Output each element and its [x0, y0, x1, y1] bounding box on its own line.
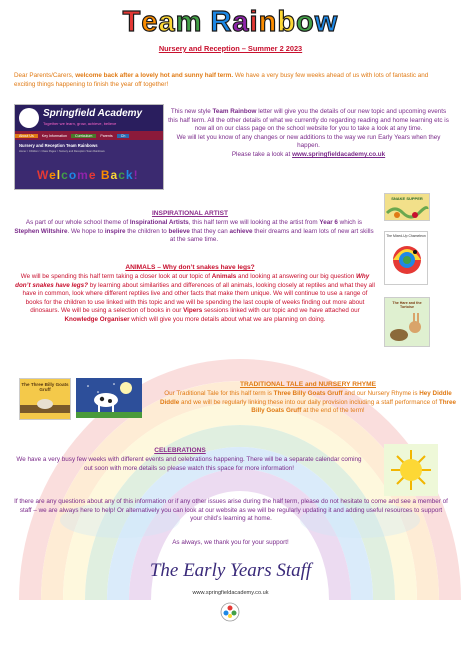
bold-text: achieve [229, 227, 253, 235]
inspirational-artist-text [14, 219, 374, 245]
note-bold: Team Rainbow [212, 108, 257, 115]
website-school-name: Springfield Academy [43, 108, 143, 119]
intro-text-2: We have a very busy few weeks ahead of us with lots of fantastic and exciting things happening to finish the year off together! [14, 72, 429, 88]
book-title: The Mixed-Up Chameleon [386, 234, 426, 238]
bold-text: Knowledge Organiser [64, 315, 130, 323]
title-letter: i [249, 6, 259, 38]
bold-text: Inspirational Artists [129, 219, 189, 226]
text: sessions linked with our topic and we have attached our [202, 307, 360, 315]
text: Our Traditional Tale for this half term is [164, 390, 274, 397]
title-letter: e [49, 168, 57, 182]
text: the children to [125, 227, 169, 235]
book-title: SNAKE SUPPER [391, 196, 423, 201]
snake-supper-book-image [384, 193, 430, 221]
nav-item: Key Information [41, 133, 67, 138]
title-letter: a [110, 168, 119, 182]
text: As part of our whole school theme of [25, 219, 130, 226]
sun-image [384, 444, 438, 496]
text: which will give you more details about what we are planning on doing. [129, 315, 326, 323]
title-letter: o [68, 168, 78, 182]
animals-text [14, 273, 376, 325]
hey-diddle-diddle-image [76, 378, 142, 418]
bold-text: Hey Diddle Diddle [160, 390, 452, 406]
text: , this half term we will looking at the artist from [188, 219, 320, 226]
snake-icon [385, 201, 429, 219]
school-logo-icon [19, 108, 39, 128]
three-billy-goats-gruff-image [19, 378, 71, 420]
book-title: The Hare and the Tortoise [392, 301, 422, 309]
title-letter: W [37, 168, 50, 182]
bold-text: believe [168, 227, 190, 235]
title-letter: ! [133, 168, 139, 182]
text: . We hope to [67, 227, 105, 235]
celebrations-heading: CELEBRATIONS [154, 447, 206, 454]
nav-item: Ch [117, 134, 130, 138]
goat-icon [20, 393, 70, 413]
bold-text: Year 6 [319, 219, 338, 226]
title-letter: m [175, 6, 203, 38]
website-note-p1 [166, 108, 451, 134]
traditional-tale-heading: TRADITIONAL TALE and NURSERY RHYME [239, 381, 377, 388]
book-title: The Three Billy Goats Gruff [21, 382, 69, 393]
website-header [15, 105, 163, 131]
title-letter: m [77, 168, 89, 182]
title-letter: T [122, 6, 142, 38]
intro-paragraph [14, 72, 448, 89]
title-letter: n [258, 6, 278, 38]
text: and looking at answering our big question [236, 273, 356, 280]
title-letter: k [125, 168, 134, 182]
text: and our Nursery Rhyme is [342, 390, 420, 397]
hare-and-tortoise-book-image [384, 297, 430, 347]
title-letter: e [88, 168, 97, 182]
note-text: Please take a look at [231, 150, 293, 158]
inspirational-artist-heading: INSPIRATIONAL ARTIST [151, 210, 229, 217]
title-letter: c [118, 168, 126, 182]
footer-url: www.springfieldacademy.co.uk [192, 590, 269, 596]
website-page-heading: Nursery and Reception Team Rainbows [19, 143, 98, 148]
animals-heading: ANIMALS – Why don’t snakes have legs? [125, 264, 255, 271]
website-note-p2: We will let you know of any changes or new additions to the way we run Early Years when they happen. [176, 133, 441, 150]
bold-text: Stephen Wiltshire [14, 227, 68, 235]
title-letter: c [61, 168, 69, 182]
welcome-back-banner [37, 168, 139, 182]
website-note [166, 108, 451, 160]
title-letter: o [296, 6, 315, 38]
text: by learning about similarities and differences of all animals, looking closely at reptiles and what they all have in common, look where different reptiles live and other facts that make them unique. We will continue to use a range of books for the children to use linked with this topic and we will be spending the last couple of weeks finding out more about dinosaurs. We will be using a selection of books in our [22, 281, 375, 315]
page-subtitle: Nursery and Reception – Summer 2 2023 [158, 44, 303, 53]
school-website-image [14, 104, 164, 190]
website-nav [15, 131, 163, 140]
website-link[interactable]: www.springfieldacademy.co.uk [292, 150, 386, 158]
title-letter: e [141, 6, 159, 38]
intro-bold-text: welcome back after a lovely hot and sunny half term. [75, 72, 234, 79]
bold-text: Animals [211, 273, 237, 280]
text: at the end of the term! [301, 407, 365, 415]
intro-text: Dear Parents/Carers, [14, 72, 76, 79]
closing-paragraph: If there are any questions about any of this information or if any other issues arise during the half term, please do not hesitate to come and see a member of staff – we are always here to help! Or alternatively you can look at our website as we will be regularly updating it and adding useful resources to support your child’s learning at home. [14, 498, 448, 523]
note-text: letter will give you the details of our new topic and upcoming events this half term. All the other details of what we currently do regarding reading and home learning etc is now all on our class page on the school website for you to take a look at any time. [168, 108, 449, 133]
hare-tortoise-icon [385, 309, 429, 347]
mixed-up-chameleon-book-image [384, 231, 428, 285]
thanks-text: As always, we thank you for your support! [172, 539, 289, 546]
title-letter: a [158, 6, 176, 38]
bold-text: Three Billy Goats Gruff [251, 398, 457, 415]
traditional-tale-text [160, 390, 456, 416]
website-note-p3 [166, 151, 451, 160]
text: their dreams and learn lots of new art skills at the same time. [169, 227, 374, 244]
title-letter: l [56, 168, 62, 182]
bold-text: Vipers [183, 307, 203, 315]
nav-item: Curriculum [71, 134, 96, 138]
celebrations-text: We have a very busy few weeks with different events and celebrations happening. There will be a separate calendar coming out soon with more details so please watch this space for more information! [16, 456, 362, 472]
title-letter: R [210, 6, 233, 38]
school-crest-icon [220, 601, 240, 623]
text: which is [337, 219, 363, 226]
bold-text: Why don’t snakes have legs? [15, 273, 370, 289]
website-breadcrumb: Home > Children > Class Pages > Nursery and Reception Team Rainbows [19, 150, 105, 153]
text: We will be spending this half term taking a closer look at our topic of [20, 273, 212, 280]
nav-item: About Us [15, 134, 38, 138]
text: that they can [189, 227, 230, 235]
text: and we will be regularly linking these into our daily provision including a staff performance of [179, 398, 439, 406]
title-letter: w [314, 6, 339, 38]
nav-item: Parents [100, 133, 113, 138]
page-title [0, 6, 461, 39]
bold-text: Three Billy Goats Gruff [273, 390, 343, 397]
bold-text: inspire [104, 227, 126, 235]
title-letter: B [100, 168, 111, 182]
title-letter: b [277, 6, 297, 38]
title-letter: a [232, 6, 250, 38]
signature: The Early Years Staff [149, 560, 312, 581]
website-tagline: Together we learn, grow, achieve, believe [43, 121, 117, 126]
note-text: This new style [170, 108, 213, 115]
chameleon-icon [385, 238, 427, 282]
